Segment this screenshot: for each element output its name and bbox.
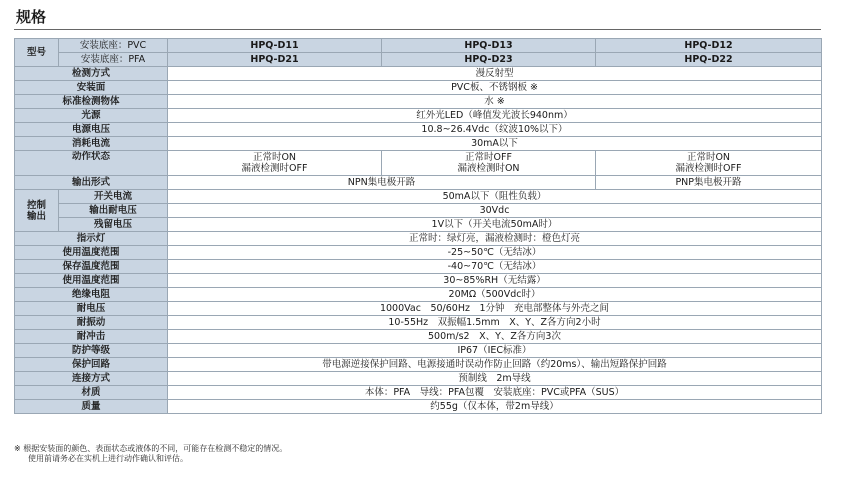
row-value: 本体：PFA 导线：PFA包覆 安装底座：PVC或PFA（SUS） xyxy=(168,386,822,400)
base-pfa-label: 安装底座：PFA xyxy=(59,53,168,67)
row-protect-circuit xyxy=(15,358,822,372)
row-value: 正常时：绿灯亮，漏液检测时：橙色灯亮 xyxy=(168,232,822,246)
row-switch-current xyxy=(15,190,822,204)
operation-col-2-normal: 正常时OFF xyxy=(465,152,512,163)
model-pvc-1: HPQ-D11 xyxy=(168,39,382,53)
row-label: 电源电压 xyxy=(15,123,168,137)
operation-col-1-leak: 漏液检测时OFF xyxy=(241,163,308,174)
row-label: 使用温度范围 xyxy=(15,246,168,260)
row-label: 防护等级 xyxy=(15,344,168,358)
operation-col-1-normal: 正常时ON xyxy=(252,152,297,163)
row-label: 输出耐电压 xyxy=(59,204,168,218)
row-label: 连接方式 xyxy=(15,372,168,386)
row-label: 耐冲击 xyxy=(15,330,168,344)
row-value: 漫反射型 xyxy=(168,67,822,81)
row-shock xyxy=(15,330,822,344)
control-output-label-line2: 输出 xyxy=(26,210,46,222)
row-value: 带电源逆接保护回路、电源接通时误动作防止回路（约20ms）、输出短路保护回路 xyxy=(168,358,822,372)
row-label: 绝缘电阻 xyxy=(15,288,168,302)
row-value: 20MΩ（500Vdc时） xyxy=(168,288,822,302)
row-weight xyxy=(15,400,822,414)
spec-table xyxy=(14,38,822,414)
control-output-label xyxy=(15,190,59,232)
model-pvc-3: HPQ-D12 xyxy=(596,39,822,53)
row-label: 保存温度范围 xyxy=(15,260,168,274)
model-pvc-2: HPQ-D13 xyxy=(382,39,596,53)
row-label: 安装面 xyxy=(15,81,168,95)
operation-col-3-normal: 正常时ON xyxy=(686,152,731,163)
row-value: 水 ※ xyxy=(168,95,822,109)
operation-col-1 xyxy=(168,151,382,176)
model-pfa-2: HPQ-D23 xyxy=(382,53,596,67)
row-value: 30~85%RH（无结露） xyxy=(168,274,822,288)
row-indicator xyxy=(15,232,822,246)
row-value: 红外光LED（峰值发光波长940nm） xyxy=(168,109,822,123)
row-storage-temp xyxy=(15,260,822,274)
output-pnp: PNP集电极开路 xyxy=(596,176,822,190)
row-value: 30Vdc xyxy=(168,204,822,218)
row-residual-voltage xyxy=(15,218,822,232)
row-value: PVC板、不锈钢板 ※ xyxy=(168,81,822,95)
footnote xyxy=(14,444,287,464)
row-value: 500m/s2 X、Y、Z各方向3次 xyxy=(168,330,822,344)
row-label: 耐电压 xyxy=(15,302,168,316)
row-mount-surface xyxy=(15,81,822,95)
title-divider xyxy=(14,29,821,30)
row-dielectric xyxy=(15,302,822,316)
model-row-pvc xyxy=(15,39,822,53)
row-connection xyxy=(15,372,822,386)
row-label: 耐振动 xyxy=(15,316,168,330)
operation-col-3 xyxy=(596,151,822,176)
footnote-line-2: 使用前请务必在实机上进行动作确认和评估。 xyxy=(28,454,188,463)
row-value: 预制线 2m导线 xyxy=(168,372,822,386)
model-row-pfa xyxy=(15,53,822,67)
row-light-source xyxy=(15,109,822,123)
output-npn: NPN集电极开路 xyxy=(168,176,596,190)
control-output-label-line1: 控制 xyxy=(26,199,46,211)
row-std-object xyxy=(15,95,822,109)
model-label: 型号 xyxy=(15,39,59,67)
row-label: 检测方式 xyxy=(15,67,168,81)
row-value: 1V以下（开关电流50mA时） xyxy=(168,218,822,232)
model-pfa-3: HPQ-D22 xyxy=(596,53,822,67)
row-value: IP67（IEC标准） xyxy=(168,344,822,358)
row-value: -40~70℃（无结冰） xyxy=(168,260,822,274)
row-output xyxy=(15,176,822,190)
row-label: 开关电流 xyxy=(59,190,168,204)
row-label: 动作状态 xyxy=(15,151,168,176)
row-operation xyxy=(15,151,822,176)
row-protection xyxy=(15,344,822,358)
row-label: 残留电压 xyxy=(59,218,168,232)
row-op-humidity xyxy=(15,274,822,288)
row-label: 材质 xyxy=(15,386,168,400)
operation-col-3-leak: 漏液检测时OFF xyxy=(675,163,742,174)
row-withstand-voltage xyxy=(15,204,822,218)
row-label: 使用温度范围 xyxy=(15,274,168,288)
footnote-line-1: ※ 根据安装面的颜色、表面状态或液体的不同，可能存在检测不稳定的情况。 xyxy=(14,444,288,453)
row-label: 光源 xyxy=(15,109,168,123)
row-value: 30mA以下 xyxy=(168,137,822,151)
row-vibration xyxy=(15,316,822,330)
row-value: -25~50℃（无结冰） xyxy=(168,246,822,260)
row-supply-voltage xyxy=(15,123,822,137)
row-material xyxy=(15,386,822,400)
row-detect-method xyxy=(15,67,822,81)
row-label: 标准检测物体 xyxy=(15,95,168,109)
row-label: 指示灯 xyxy=(15,232,168,246)
operation-col-2 xyxy=(382,151,596,176)
row-value: 50mA以下（阻性负载） xyxy=(168,190,822,204)
row-value: 10-55Hz 双振幅1.5mm X、Y、Z各方向2小时 xyxy=(168,316,822,330)
row-label: 保护回路 xyxy=(15,358,168,372)
row-op-temp xyxy=(15,246,822,260)
row-insulation xyxy=(15,288,822,302)
row-value: 1000Vac 50/60Hz 1分钟 充电部整体与外壳之间 xyxy=(168,302,822,316)
model-pfa-1: HPQ-D21 xyxy=(168,53,382,67)
row-label: 消耗电流 xyxy=(15,137,168,151)
row-current xyxy=(15,137,822,151)
row-label: 输出形式 xyxy=(15,176,168,190)
base-pvc-label: 安装底座：PVC xyxy=(59,39,168,53)
row-label: 质量 xyxy=(15,400,168,414)
row-value: 10.8~26.4Vdc（纹波10%以下） xyxy=(168,123,822,137)
operation-col-2-leak: 漏液检测时ON xyxy=(457,163,520,174)
row-value: 约55g（仅本体，带2m导线） xyxy=(168,400,822,414)
page-title: 规格 xyxy=(16,8,47,26)
